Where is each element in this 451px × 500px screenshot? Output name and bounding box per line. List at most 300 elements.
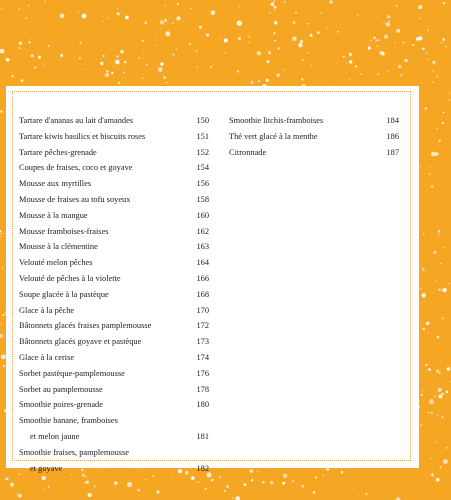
speckle-dot — [138, 489, 140, 491]
index-entry-continuation — [19, 429, 209, 445]
index-entry — [19, 208, 209, 224]
entry-page: 176 — [196, 368, 209, 378]
speckle-dot — [383, 23, 384, 24]
index-entry — [19, 113, 209, 129]
speckle-dot — [436, 478, 437, 479]
speckle-dot — [349, 53, 352, 56]
speckle-dot — [125, 16, 129, 20]
speckle-dot — [176, 49, 177, 50]
entry-title: Bâtonnets glacés fraises pamplemousse — [19, 321, 152, 331]
speckle-dot — [422, 47, 425, 50]
speckle-dot — [171, 477, 172, 478]
speckle-dot — [224, 38, 228, 42]
speckle-dot — [176, 16, 180, 20]
speckle-dot — [0, 334, 3, 338]
speckle-dot — [79, 57, 81, 59]
speckle-dot — [422, 293, 426, 297]
entry-title: Mousse aux myrtilles — [19, 179, 92, 189]
speckle-dot — [102, 21, 103, 22]
speckle-dot — [172, 22, 174, 24]
speckle-dot — [422, 267, 423, 268]
speckle-dot — [433, 251, 436, 254]
speckle-dot — [219, 476, 221, 478]
entry-page: 150 — [196, 116, 209, 125]
entry-page: 166 — [196, 273, 209, 283]
speckle-dot — [429, 399, 434, 404]
speckle-dot — [422, 487, 423, 488]
entry-page: 163 — [196, 242, 209, 252]
speckle-dot — [284, 1, 286, 3]
speckle-dot — [269, 12, 271, 14]
speckle-dot — [282, 482, 285, 485]
entry-title: Smoothie fraises, pamplemousse — [19, 447, 130, 457]
speckle-dot — [38, 56, 41, 59]
index-entry — [19, 129, 209, 145]
speckle-dot — [446, 391, 449, 394]
index-entry — [19, 271, 209, 287]
speckle-dot — [427, 59, 428, 60]
speckle-dot — [418, 36, 422, 40]
speckle-dot — [266, 60, 269, 63]
speckle-dot — [79, 42, 81, 44]
speckle-dot — [281, 21, 282, 22]
speckle-dot — [338, 67, 339, 68]
speckle-dot — [82, 14, 87, 19]
speckle-dot — [94, 486, 96, 488]
entry-title: Sorbet pastèque-pamplemousse — [19, 368, 125, 378]
entry-page: 182 — [196, 463, 209, 473]
speckle-dot — [437, 336, 440, 339]
speckle-dot — [31, 54, 34, 57]
speckle-dot — [142, 40, 144, 42]
speckle-dot — [403, 42, 405, 44]
entry-title: et melon jaune — [30, 431, 80, 441]
speckle-dot — [48, 45, 50, 47]
index-column-right — [229, 113, 399, 160]
entry-title: Mousse à la clémentine — [19, 242, 98, 252]
speckle-dot — [341, 471, 344, 474]
speckle-dot — [113, 66, 114, 67]
speckle-dot — [224, 490, 226, 492]
speckle-dot — [274, 21, 278, 25]
index-entry — [19, 334, 209, 350]
speckle-dot — [48, 486, 50, 488]
speckle-dot — [412, 44, 414, 46]
speckle-dot — [387, 70, 388, 71]
speckle-dot — [437, 128, 438, 129]
speckle-dot — [25, 32, 26, 33]
speckle-dot — [45, 1, 46, 2]
speckle-dot — [435, 441, 436, 442]
speckle-dot — [438, 388, 442, 392]
entry-page: 170 — [196, 305, 209, 315]
speckle-dot — [156, 37, 157, 38]
speckle-dot — [126, 33, 127, 34]
speckle-dot — [268, 51, 271, 54]
speckle-dot — [232, 497, 233, 498]
speckle-dot — [165, 5, 166, 6]
speckle-dot — [431, 412, 433, 414]
speckle-dot — [428, 411, 430, 413]
speckle-dot — [441, 317, 443, 319]
entry-page: 164 — [196, 258, 209, 268]
index-entry — [19, 176, 209, 192]
speckle-dot — [160, 20, 164, 24]
index-entry — [19, 224, 209, 240]
speckle-dot — [34, 66, 36, 68]
entry-page: 158 — [196, 194, 209, 204]
speckle-dot — [237, 70, 239, 72]
speckle-dot — [206, 33, 209, 36]
speckle-dot — [420, 166, 421, 167]
entry-page: 173 — [196, 337, 209, 347]
speckle-dot — [431, 185, 433, 187]
speckle-dot — [28, 41, 30, 43]
entry-page: 151 — [196, 131, 209, 141]
speckle-dot — [20, 79, 23, 82]
speckle-dot — [384, 35, 388, 39]
speckle-dot — [190, 8, 191, 9]
speckle-dot — [177, 3, 179, 5]
speckle-dot — [18, 47, 20, 49]
speckle-dot — [276, 73, 279, 76]
speckle-dot — [273, 6, 276, 9]
entry-page: 174 — [196, 352, 209, 362]
speckle-dot — [0, 237, 1, 238]
speckle-dot — [313, 491, 316, 494]
index-entry — [229, 129, 399, 145]
speckle-dot — [449, 93, 450, 94]
entry-page: 178 — [196, 384, 209, 394]
speckle-dot — [353, 488, 354, 489]
speckle-dot — [442, 38, 445, 41]
speckle-dot — [100, 62, 103, 65]
index-entry — [19, 160, 209, 176]
speckle-dot — [258, 80, 260, 82]
speckle-dot — [220, 38, 221, 39]
speckle-dot — [244, 483, 247, 486]
speckle-dot — [10, 483, 14, 487]
entry-title: Mousse à la mangue — [19, 210, 88, 220]
speckle-dot — [0, 110, 2, 112]
entry-title: et goyave — [30, 463, 63, 473]
speckle-dot — [273, 32, 275, 34]
index-entry — [19, 192, 209, 208]
speckle-dot — [157, 491, 160, 494]
speckle-dot — [307, 23, 309, 25]
speckle-dot — [120, 50, 124, 54]
speckle-dot — [145, 479, 147, 481]
speckle-dot — [165, 31, 170, 36]
speckle-dot — [117, 12, 120, 15]
speckle-dot — [440, 263, 441, 264]
entry-page: 187 — [386, 147, 399, 157]
entry-title: Smoothie litchis-framboises — [229, 116, 324, 125]
speckle-dot — [124, 61, 126, 63]
speckle-dot — [308, 52, 309, 53]
speckle-dot — [432, 81, 434, 83]
entry-title: Citronnade — [229, 147, 267, 157]
speckle-dot — [378, 74, 379, 75]
speckle-dot — [317, 31, 320, 34]
entry-title: Sorbet au pamplemousse — [19, 384, 103, 394]
speckle-dot — [293, 21, 296, 24]
speckle-dot — [144, 21, 147, 24]
speckle-dot — [381, 52, 385, 56]
speckle-dot — [292, 36, 297, 41]
speckle-dot — [88, 493, 92, 497]
speckle-dot — [284, 69, 285, 70]
entry-title: Tartare kiwis basilics et biscuits roses — [19, 131, 146, 141]
speckle-dot — [422, 390, 423, 391]
speckle-dot — [349, 60, 352, 63]
speckle-dot — [292, 480, 294, 482]
speckle-dot — [443, 2, 445, 4]
speckle-dot — [300, 40, 303, 43]
entry-page: 168 — [196, 289, 209, 299]
speckle-dot — [368, 46, 371, 49]
speckle-dot — [114, 481, 118, 485]
speckle-dot — [115, 60, 120, 65]
speckle-dot — [274, 40, 276, 42]
speckle-dot — [396, 5, 398, 7]
speckle-dot — [43, 65, 44, 66]
speckle-dot — [396, 29, 400, 33]
speckle-dot — [5, 479, 6, 480]
speckle-dot — [6, 477, 9, 480]
speckle-dot — [301, 78, 303, 80]
speckle-dot — [44, 489, 45, 490]
speckle-dot — [166, 82, 167, 83]
speckle-dot — [118, 82, 120, 84]
speckle-dot — [1, 260, 2, 261]
speckle-dot — [448, 283, 449, 284]
speckle-dot — [270, 481, 273, 484]
speckle-dot — [189, 43, 191, 45]
speckle-dot — [105, 73, 109, 77]
entry-title: Velouté melon pêches — [19, 258, 93, 268]
entry-page: 180 — [196, 400, 209, 410]
speckle-dot — [249, 42, 250, 43]
entry-title: Coupes de fraises, coco et goyave — [19, 163, 133, 173]
speckle-dot — [302, 485, 305, 488]
entry-page: 160 — [196, 210, 209, 220]
speckle-dot — [437, 414, 438, 415]
speckle-dot — [60, 54, 63, 57]
speckle-dot — [360, 74, 361, 75]
speckle-dot — [173, 54, 175, 56]
entry-page: 154 — [196, 163, 209, 173]
speckle-dot — [426, 322, 429, 325]
index-entry — [19, 413, 209, 429]
speckle-dot — [225, 52, 226, 53]
entry-page: 186 — [386, 131, 399, 141]
speckle-dot — [420, 18, 422, 20]
speckle-dot — [226, 485, 229, 488]
speckle-dot — [11, 75, 14, 78]
speckle-dot — [432, 61, 435, 64]
speckle-dot — [0, 230, 1, 232]
speckle-dot — [326, 28, 327, 29]
speckle-dot — [116, 55, 118, 57]
index-entry — [19, 145, 209, 161]
speckle-dot — [425, 146, 426, 147]
index-entry — [19, 350, 209, 366]
speckle-dot — [142, 77, 144, 79]
speckle-dot — [160, 62, 163, 65]
speckle-dot — [283, 474, 287, 478]
index-entry — [229, 113, 399, 129]
index-entry — [19, 366, 209, 382]
speckle-dot — [211, 479, 214, 482]
entry-title: Glace à la cerise — [19, 352, 75, 362]
speckle-dot — [436, 280, 437, 281]
speckle-dot — [143, 52, 144, 53]
speckle-dot — [158, 67, 163, 72]
index-entry-continuation — [19, 461, 209, 477]
speckle-dot — [447, 367, 451, 371]
entry-title: Soupe glacée à la pastèque — [19, 289, 109, 299]
speckle-dot — [16, 493, 17, 494]
speckle-dot — [438, 230, 441, 233]
speckle-dot — [191, 476, 195, 480]
speckle-dot — [343, 56, 345, 58]
speckle-dot — [257, 51, 261, 55]
speckle-dot — [1, 8, 2, 9]
speckle-dot — [210, 66, 212, 68]
speckle-dot — [425, 37, 426, 38]
speckle-dot — [117, 8, 118, 9]
entry-title: Glace à la pêche — [19, 305, 75, 315]
entry-page: 184 — [386, 116, 399, 125]
speckle-dot — [378, 39, 380, 41]
speckle-dot — [436, 76, 438, 78]
speckle-dot — [373, 37, 376, 40]
speckle-dot — [163, 76, 165, 78]
speckle-dot — [251, 479, 253, 481]
speckle-dot — [321, 12, 323, 14]
speckle-dot — [271, 3, 274, 6]
entry-title: Smoothie poires-grenade — [19, 400, 103, 410]
speckle-dot — [429, 173, 431, 175]
speckle-dot — [84, 482, 85, 483]
speckle-dot — [387, 15, 390, 18]
entry-page: 181 — [196, 431, 209, 441]
entry-title: Mousse de fraises au tofu soyeux — [19, 194, 131, 204]
speckle-dot — [422, 302, 423, 303]
entry-title: Velouté de pêches à la violette — [19, 273, 121, 283]
speckle-dot — [420, 425, 421, 426]
speckle-dot — [123, 72, 125, 74]
speckle-dot — [211, 10, 216, 15]
index-entry — [19, 382, 209, 398]
entry-title: Thé vert glacé à la menthe — [229, 131, 318, 141]
entry-page: 162 — [196, 226, 209, 236]
speckle-dot — [425, 364, 427, 366]
speckle-dot — [238, 37, 241, 40]
speckle-dot — [446, 447, 448, 449]
speckle-dot — [428, 332, 429, 333]
entry-title: Mousse framboises-fraises — [19, 226, 109, 236]
speckle-dot — [138, 57, 139, 58]
speckle-dot — [425, 107, 427, 109]
speckle-dot — [117, 45, 118, 46]
speckle-dot — [311, 65, 312, 66]
speckle-dot — [446, 46, 447, 47]
speckle-dot — [428, 368, 431, 371]
speckle-dot — [370, 40, 372, 42]
speckle-dot — [431, 473, 434, 476]
speckle-dot — [346, 63, 347, 64]
entry-title: Tartare pêches-grenade — [19, 147, 97, 157]
speckle-dot — [248, 36, 249, 37]
speckle-dot — [19, 8, 21, 10]
speckle-dot — [2, 268, 4, 270]
speckle-dot — [438, 234, 439, 235]
speckle-dot — [6, 58, 10, 62]
speckle-dot — [441, 393, 443, 395]
speckle-dot — [103, 55, 105, 57]
speckle-dot — [322, 474, 323, 475]
speckle-dot — [85, 69, 86, 70]
speckle-dot — [422, 269, 424, 271]
speckle-dot — [420, 288, 421, 289]
speckle-dot — [26, 17, 28, 19]
speckle-dot — [357, 15, 358, 16]
speckle-dot — [418, 5, 422, 9]
speckle-dot — [427, 30, 429, 32]
speckle-dot — [60, 14, 64, 18]
speckle-dot — [389, 20, 391, 22]
speckle-dot — [274, 10, 275, 11]
speckle-dot — [295, 12, 297, 14]
speckle-dot — [330, 0, 331, 1]
speckle-dot — [266, 79, 269, 82]
index-entry — [19, 239, 209, 255]
speckle-dot — [440, 466, 442, 468]
speckle-dot — [310, 34, 313, 37]
speckle-dot — [0, 49, 4, 54]
speckle-dot — [430, 167, 431, 168]
speckle-dot — [438, 288, 441, 291]
speckle-dot — [442, 416, 444, 418]
speckle-dot — [422, 328, 425, 331]
speckle-dot — [1, 233, 2, 234]
speckle-dot — [326, 468, 329, 471]
speckle-dot — [435, 152, 439, 156]
speckle-dot — [19, 42, 22, 45]
speckle-dot — [298, 43, 302, 47]
speckle-dot — [386, 22, 390, 26]
speckle-dot — [355, 65, 357, 67]
entry-page: 172 — [196, 321, 209, 331]
speckle-dot — [436, 370, 439, 373]
speckle-dot — [239, 6, 240, 7]
speckle-dot — [401, 74, 403, 76]
entry-page: 156 — [196, 179, 209, 189]
speckle-dot — [257, 471, 258, 472]
speckle-dot — [164, 19, 167, 22]
speckle-dot — [250, 470, 253, 473]
entry-title: Tartare d'ananas au lait d'amandes — [19, 116, 134, 125]
speckle-dot — [127, 482, 132, 487]
speckle-dot — [443, 459, 448, 464]
speckle-dot — [251, 81, 254, 84]
index-entry — [19, 445, 209, 461]
entry-title: Smoothie banane, framboises — [19, 416, 118, 426]
index-entry — [19, 303, 209, 319]
speckle-dot — [237, 21, 242, 26]
